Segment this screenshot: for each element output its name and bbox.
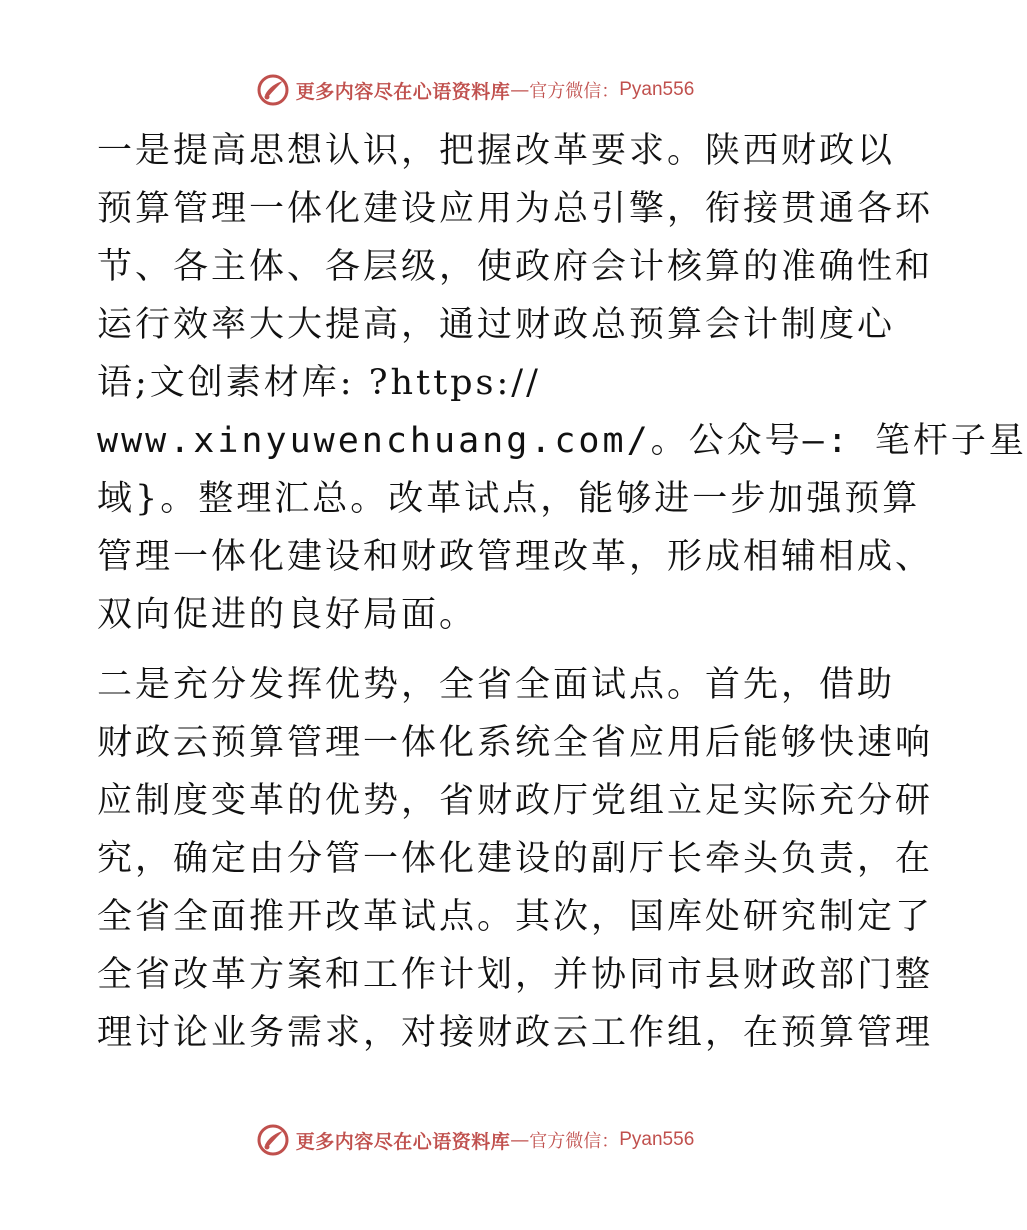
paragraph-line: 财政云预算管理一体化系统全省应用后能够快速响	[97, 723, 934, 763]
banner-wechat-label: 官方微信：	[529, 1131, 620, 1152]
paragraph-line: 节、各主体、各层级，使政府会计核算的准确性和	[97, 247, 934, 287]
banner-separator: —	[510, 79, 530, 101]
paragraph-line: 全省改革方案和工作计划，并协同市县财政部门整	[97, 955, 934, 995]
paragraph-line: 二是充分发挥优势，全省全面试点。首先，借助	[97, 665, 896, 705]
paragraph-2	[97, 656, 934, 1062]
footer-banner	[0, 1120, 950, 1160]
banner-separator: —	[510, 1129, 530, 1151]
paragraph-line: 究，确定由分管一体化建设的副厅长牵头负责，在	[97, 839, 934, 879]
paragraph-line: 预算管理一体化建设应用为总引擎，衔接贯通各环	[97, 189, 934, 229]
paragraph-line: 应制度变革的优势，省财政厅党组立足实际充分研	[97, 781, 934, 821]
paragraph-line: 全省全面推开改革试点。其次，国库处研究制定了	[97, 897, 934, 937]
red-brush-logo-icon	[256, 1123, 290, 1157]
red-brush-logo-icon	[256, 73, 290, 107]
paragraph-line: 双向促进的良好局面。	[97, 595, 478, 635]
banner-text: 更多内容尽在心语资料库	[295, 1130, 511, 1153]
paragraph-line: 理讨论业务需求，对接财政云工作组，在预算管理	[97, 1013, 934, 1053]
paragraph-line: 语;文创素材库: ?https://	[97, 363, 541, 403]
paragraph-line: 域}。整理汇总。改革试点，能够进一步加强预算	[97, 479, 921, 519]
document-body	[97, 122, 1027, 1074]
paragraph-line: 运行效率大大提高，通过财政总预算会计制度心	[97, 305, 896, 345]
banner-text: 更多内容尽在心语资料库	[295, 80, 511, 103]
banner-wechat-id: Pyan556	[619, 1129, 695, 1150]
paragraph-line-url: www.xinyuwenchuang.com/。公众号—: 笔杆子星	[97, 421, 1027, 461]
paragraph-line: 一是提高思想认识，把握改革要求。陕西财政以	[97, 131, 896, 171]
banner-wechat-label: 官方微信：	[529, 81, 620, 102]
paragraph-line: 管理一体化建设和财政管理改革，形成相辅相成、	[97, 537, 934, 577]
banner-wechat-id: Pyan556	[619, 79, 695, 100]
paragraph-1	[97, 122, 1027, 644]
header-banner	[0, 70, 950, 110]
